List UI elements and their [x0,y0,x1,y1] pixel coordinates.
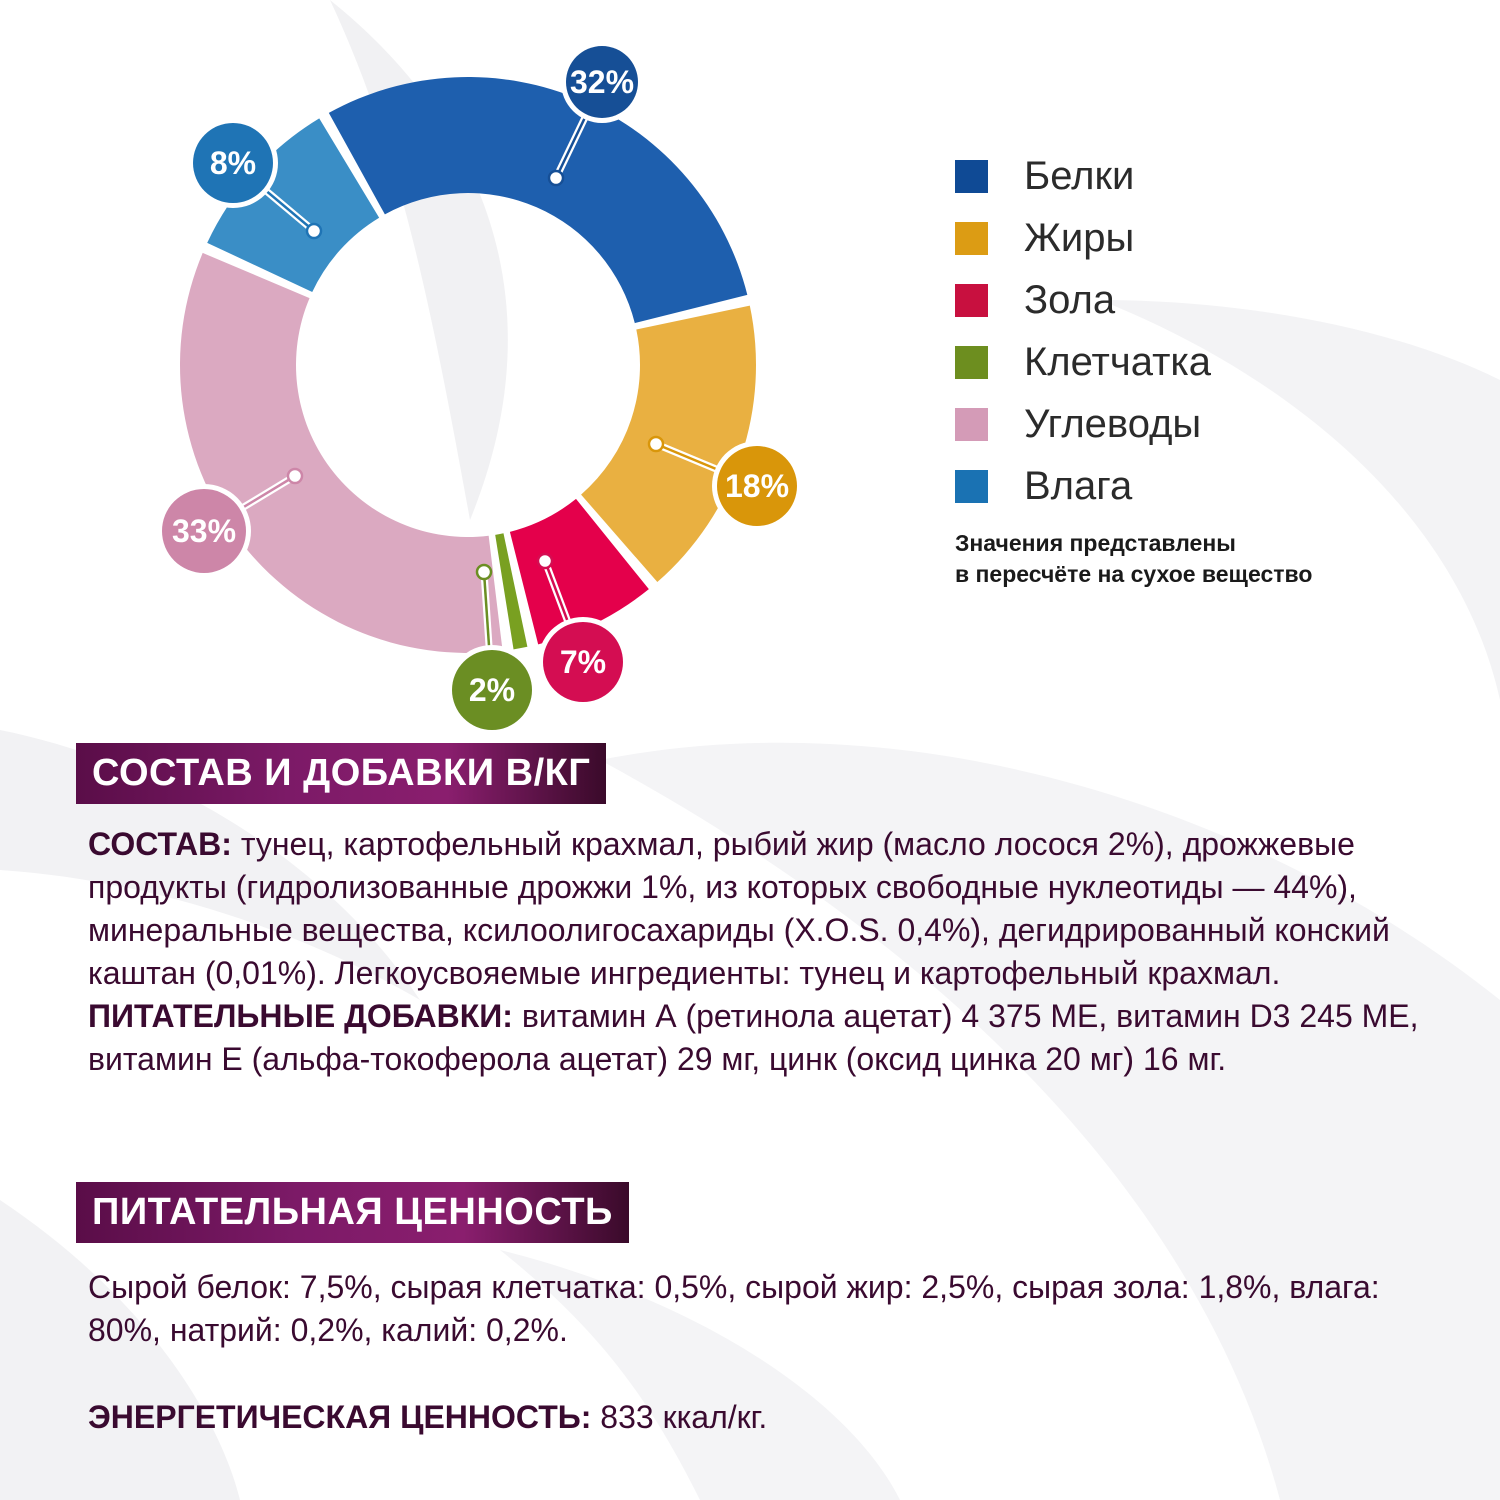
legend-swatch [955,160,988,193]
legend-item-fiber [955,331,1211,393]
leader-dot [477,565,491,579]
nutrition-heading: ПИТАТЕЛЬНАЯ ЦЕННОСТЬ [76,1182,629,1243]
chart-legend [955,145,1211,517]
leader-dot [288,469,302,483]
legend-swatch [955,408,988,441]
data-label: 18% [724,468,790,504]
composition-label: СОСТАВ: [88,826,232,862]
legend-item-fats [955,207,1211,269]
legend-swatch [955,470,988,503]
leader-dot [307,224,321,238]
legend-label: Зола [1024,277,1116,322]
legend-item-carbs [955,393,1211,455]
donut-chart [0,0,1500,740]
additives-body: витамин А (ретинола ацетат) 4 375 МЕ, витамин D3 245 МЕ, витамин Е (альфа-токоферола ацетат) 29 мг, цинк (оксид цинка 20 мг) 16 мг. [88,998,1419,1077]
leader-dot [549,171,563,185]
legend-swatch [955,346,988,379]
energy-text [88,1396,1448,1439]
composition-body: тунец, картофельный крахмал, рыбий жир (масло лосося 2%), дрожжевые продукты (гидролизованные дрожжи 1%, из которых свободные нуклеотиды — 44%), минеральные вещества, ксилоолигосахариды (X.O.S. 0,4%), дегидрированный конский каштан (0,01%). Легкоусвояемые ингредиенты: тунец и картофельный крахмал. [88,826,1390,991]
slice-proteins [329,77,748,323]
legend-label: Клетчатка [1024,339,1212,384]
slice-carbs [180,253,503,653]
legend-label: Жиры [1024,215,1135,260]
energy-value: 833 ккал/кг. [591,1399,768,1435]
data-label: 2% [468,672,516,708]
data-label: 32% [569,64,635,100]
dry-matter-note [955,528,1312,590]
additives-label: ПИТАТЕЛЬНЫЕ ДОБАВКИ: [88,998,513,1034]
data-label: 8% [209,145,257,181]
legend-label: Углеводы [1024,401,1202,446]
leader-dot [538,554,552,568]
composition-heading: СОСТАВ И ДОБАВКИ В/КГ [76,743,606,804]
legend-label: Влага [1024,463,1133,508]
legend-item-moisture [955,455,1211,517]
energy-label: ЭНЕРГЕТИЧЕСКАЯ ЦЕННОСТЬ: [88,1399,592,1435]
data-label: 33% [171,513,237,549]
legend-item-ash [955,269,1211,331]
legend-item-proteins [955,145,1211,207]
composition-text [88,823,1448,1081]
data-label: 7% [559,644,607,680]
note-line-2: в пересчёте на сухое вещество [955,561,1313,587]
nutrition-text: Сырой белок: 7,5%, сырая клетчатка: 0,5%, сырой жир: 2,5%, сырая зола: 1,8%, влага: 80%, натрий: 0,2%, калий: 0,2%. [88,1269,1380,1348]
legend-label: Белки [1024,153,1135,198]
note-line-1: Значения представлены [955,530,1236,556]
leader-dot [649,437,663,451]
legend-swatch [955,284,988,317]
legend-swatch [955,222,988,255]
